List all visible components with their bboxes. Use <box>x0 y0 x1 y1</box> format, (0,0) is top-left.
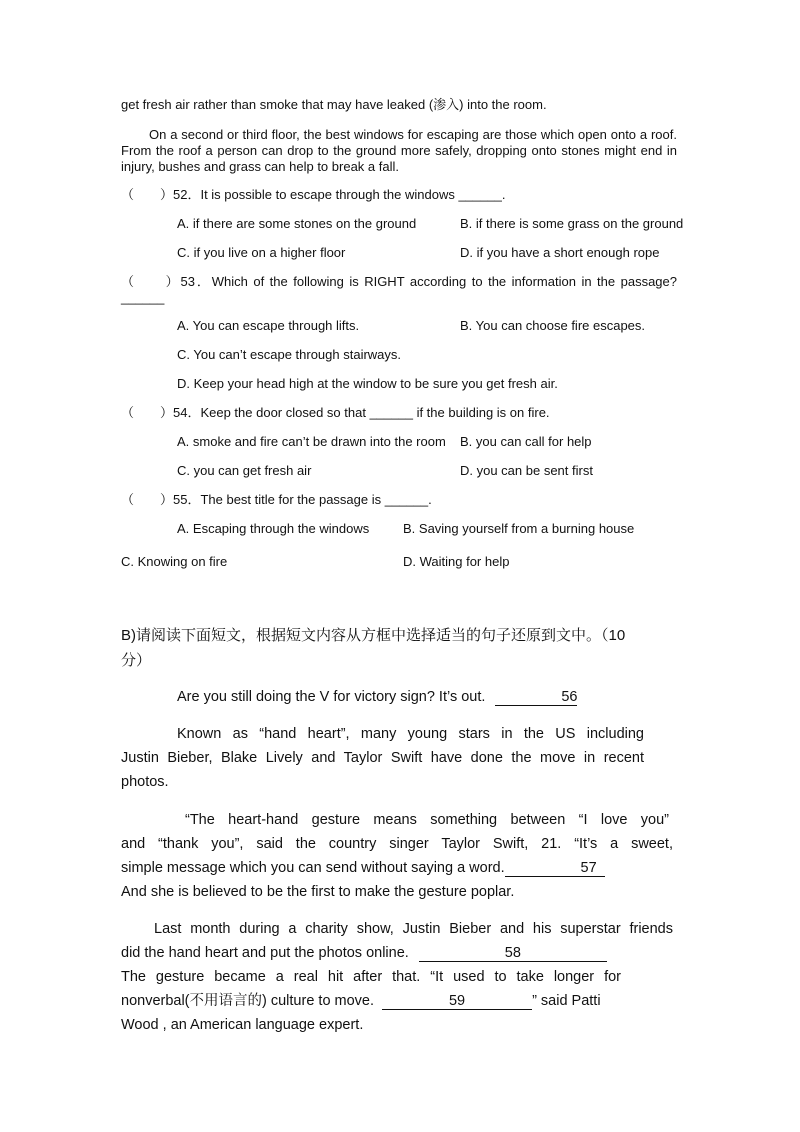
q52-option-b: B. if there is some grass on the ground <box>460 216 684 231</box>
para4-line4-text: nonverbal(不用语言的) culture to move. <box>121 993 375 1009</box>
q53-option-d: D. Keep your head high at the window to be sure you get fresh air. <box>177 376 558 391</box>
section-b-para4-line <box>121 989 601 1013</box>
blank-59[interactable] <box>382 994 532 1010</box>
section-b-para3-line: “The heart-hand gesture means something between “I love you” <box>185 812 669 828</box>
section-b-para4-line: The gesture became a real hit after that. “It used to take longer for <box>121 969 621 985</box>
blank-56-number: 56 <box>561 689 578 705</box>
q55-option-a: A. Escaping through the windows <box>177 521 370 536</box>
blank-56[interactable] <box>495 690 577 706</box>
section-b-para3-line: And she is believed to be the first to make the gesture poplar. <box>121 884 515 900</box>
question-52-stem: （ ）52．It is possible to escape through the windows ______. <box>121 187 506 202</box>
q54-option-d: D. you can be sent first <box>460 463 593 478</box>
q55-option-b: B. Saving yourself from a burning house <box>403 521 635 536</box>
section-b-para4-line: Last month during a charity show, Justin Bieber and his superstar friends <box>154 921 673 937</box>
q53-option-a: A. You can escape through lifts. <box>177 318 360 333</box>
section-b-para3-line: and “thank you”, said the country singer Taylor Swift, 21. “It’s a sweet, <box>121 836 673 852</box>
section-b-para2-line: Justin Bieber, Blake Lively and Taylor Swift have done the move in recent <box>121 750 644 766</box>
q53-option-b: B. You can choose fire escapes. <box>460 318 646 333</box>
para4-line4-end: ” said Patti <box>532 993 601 1009</box>
para4-line2-text: did the hand heart and put the photos online. <box>121 945 409 961</box>
blank-58-number: 58 <box>504 945 521 961</box>
q52-option-d: D. if you have a short enough rope <box>460 245 660 260</box>
blank-59-number: 59 <box>448 993 466 1009</box>
section-b-heading-cont: 分） <box>121 652 152 669</box>
blank-58[interactable] <box>419 946 607 962</box>
section-b-para4-line <box>121 941 607 965</box>
section-b-para3-line <box>121 856 605 880</box>
para1-text: Are you still doing the V for victory sign? It’s out. <box>177 689 486 705</box>
passage-line: On a second or third floor, the best windows for escaping are those which open onto a roof. <box>149 127 677 142</box>
section-b-heading: B)请阅读下面短文，根据短文内容从方框中选择适当的句子还原到文中。（10 <box>121 627 626 644</box>
passage-line: get fresh air rather than smoke that may have leaked (渗入) into the room. <box>121 97 547 112</box>
q55-option-c: C. Knowing on fire <box>121 554 228 569</box>
question-54-stem: （ ）54．Keep the door closed so that ______ if the building is on fire. <box>121 405 550 420</box>
q52-option-a: A. if there are some stones on the ground <box>177 216 417 231</box>
passage-line: injury, bushes and grass can help to break a fall. <box>121 159 399 174</box>
question-55-stem: （ ）55．The best title for the passage is ______. <box>121 492 432 507</box>
question-53-blank: ______ <box>121 290 165 305</box>
q54-option-c: C. you can get fresh air <box>177 463 312 478</box>
blank-57[interactable] <box>505 861 605 877</box>
section-b-para4-line: Wood , an American language expert. <box>121 1017 364 1033</box>
q52-option-c: C. if you live on a higher floor <box>177 245 346 260</box>
blank-57-number: 57 <box>580 860 597 876</box>
q54-option-b: B. you can call for help <box>460 434 592 449</box>
para3-line3-text: simple message which you can send without saying a word. <box>121 860 505 876</box>
q53-option-c: C. You can’t escape through stairways. <box>177 347 402 362</box>
section-b-para2-line: photos. <box>121 774 169 790</box>
passage-line: From the roof a person can drop to the ground more safely, dropping onto stones might end in <box>121 143 677 158</box>
question-53-stem: （ ）53．Which of the following is RIGHT according to the information in the passage? <box>121 274 677 289</box>
q54-option-a: A. smoke and fire can’t be drawn into the room <box>177 434 446 449</box>
q55-option-d: D. Waiting for help <box>403 554 510 569</box>
section-b-para2-line: Known as “hand heart”, many young stars in the US including <box>177 726 644 742</box>
section-b-para1 <box>177 685 577 709</box>
